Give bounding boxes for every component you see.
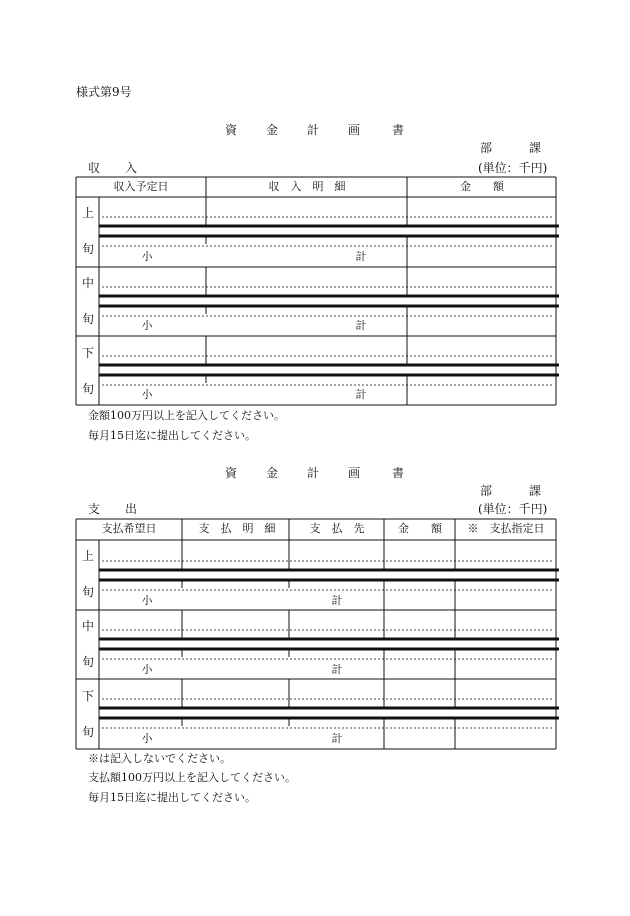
title-char: 書 bbox=[391, 123, 405, 137]
header-payment-date: ※ 支払指定日 bbox=[467, 522, 545, 535]
subtotal-label: 計 bbox=[355, 388, 367, 401]
header-scheduled-date: 収入予定日 bbox=[113, 180, 169, 193]
unit-label: (単位：千円) bbox=[478, 502, 548, 516]
expense-label-char: 出 bbox=[124, 502, 138, 516]
subtotal-label: 計 bbox=[331, 594, 343, 607]
period-label-early-suffix: 旬 bbox=[81, 585, 95, 599]
department-label: 部 bbox=[479, 141, 493, 155]
note: 金額100万円以上を記入してください。 bbox=[88, 409, 285, 422]
period-label-late: 下 bbox=[81, 689, 95, 703]
subtotal-label: 小 bbox=[141, 319, 153, 332]
note: 支払額100万円以上を記入してください。 bbox=[88, 771, 296, 784]
title-char: 画 bbox=[347, 123, 361, 137]
period-label-early-suffix: 旬 bbox=[81, 242, 95, 256]
title-char: 画 bbox=[347, 466, 361, 480]
header-payee: 支 払 先 bbox=[309, 522, 365, 535]
form-number: 様式第9号 bbox=[76, 85, 132, 99]
period-label-late-suffix: 旬 bbox=[81, 382, 95, 396]
subtotal-label: 小 bbox=[141, 663, 153, 676]
header-requested-date: 支払希望日 bbox=[101, 522, 157, 535]
title-char: 計 bbox=[306, 466, 320, 480]
title-char: 資 bbox=[224, 123, 238, 137]
header-amount: 金 額 bbox=[460, 180, 504, 193]
title-char: 金 bbox=[265, 466, 279, 480]
period-label-late: 下 bbox=[81, 346, 95, 360]
period-label-mid: 中 bbox=[81, 276, 95, 290]
period-label-mid: 中 bbox=[81, 619, 95, 633]
header-payment-details: 支 払 明 細 bbox=[198, 522, 276, 535]
subtotal-label: 計 bbox=[331, 732, 343, 745]
subtotal-label: 計 bbox=[331, 663, 343, 676]
header-income-details: 収 入 明 細 bbox=[268, 180, 346, 193]
department-label: 部 bbox=[479, 484, 493, 498]
note: 毎月15日迄に提出してください。 bbox=[88, 429, 256, 442]
income-label-char: 収 bbox=[87, 161, 101, 175]
note: 毎月15日迄に提出してください。 bbox=[88, 791, 256, 804]
subtotal-label: 小 bbox=[141, 250, 153, 263]
subtotal-label: 小 bbox=[141, 732, 153, 745]
subtotal-label: 小 bbox=[141, 388, 153, 401]
title-char: 計 bbox=[306, 123, 320, 137]
period-label-late-suffix: 旬 bbox=[81, 725, 95, 739]
subtotal-label: 小 bbox=[141, 594, 153, 607]
unit-label: (単位：千円) bbox=[478, 161, 548, 175]
subtotal-label: 計 bbox=[355, 250, 367, 263]
section-label: 課 bbox=[528, 484, 542, 498]
header-amount: 金 額 bbox=[398, 522, 442, 535]
period-label-mid-suffix: 旬 bbox=[81, 312, 95, 326]
period-label-early: 上 bbox=[81, 549, 95, 563]
note: ※は記入しないでください。 bbox=[88, 752, 231, 765]
subtotal-label: 計 bbox=[355, 319, 367, 332]
title-char: 書 bbox=[391, 466, 405, 480]
title-char: 資 bbox=[224, 466, 238, 480]
period-label-early: 上 bbox=[81, 206, 95, 220]
title-char: 金 bbox=[265, 123, 279, 137]
section-label: 課 bbox=[528, 141, 542, 155]
income-label-char: 入 bbox=[124, 161, 138, 175]
period-label-mid-suffix: 旬 bbox=[81, 655, 95, 669]
expense-label-char: 支 bbox=[87, 502, 101, 516]
